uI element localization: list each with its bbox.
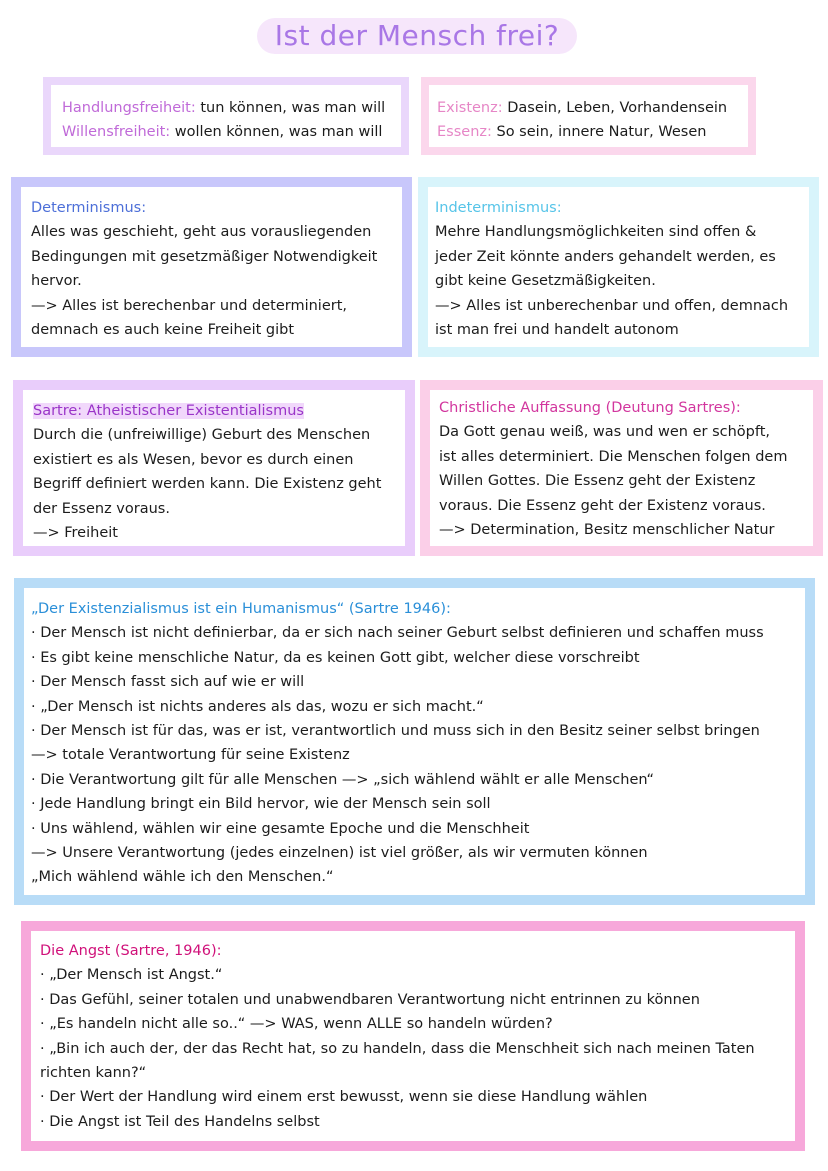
- indeterminismus-line: gibt keine Gesetzmäßigkeiten.: [435, 273, 656, 290]
- indeterminismus-heading: Indeterminismus:: [435, 200, 562, 216]
- existenz-definition: [437, 96, 748, 120]
- indeterminismus-box: [418, 177, 819, 357]
- christlich-heading: Christliche Auffassung (Deutung Sartres):: [439, 400, 741, 416]
- angst-box: [21, 921, 805, 1151]
- willensfreiheit-definition: [62, 120, 401, 144]
- determinismus-box: [11, 177, 412, 357]
- sartre-box: [13, 380, 415, 556]
- sartre-line: Begriff definiert werden kann. Die Existenz geht: [33, 476, 382, 493]
- humanismus-heading: „Der Existenzialismus ist ein Humanismus“ (Sartre 1946):: [31, 601, 451, 617]
- existenz-definitions-box: [421, 77, 756, 155]
- determinismus-line: —> Alles ist berechenbar und determiniert,: [31, 297, 347, 314]
- determinismus-line: demnach es auch keine Freiheit gibt: [31, 322, 295, 339]
- indeterminismus-line: ist man frei und handelt autonom: [435, 322, 679, 339]
- angst-line: · „Es handeln nicht alle so..“ —> WAS, wenn ALLE so handeln würden?: [40, 1016, 553, 1033]
- humanismus-line: —> totale Verantwortung für seine Existenz: [31, 747, 350, 764]
- essenz-term: Essenz:: [437, 124, 492, 141]
- determinismus-line: hervor.: [31, 273, 82, 290]
- angst-line: · Das Gefühl, seiner totalen und unabwendbaren Verantwortung nicht entrinnen zu können: [40, 991, 700, 1008]
- angst-line: · „Der Mensch ist Angst.“: [40, 967, 223, 984]
- sartre-line: —> Freiheit: [33, 525, 118, 542]
- angst-heading: Die Angst (Sartre, 1946):: [40, 943, 222, 959]
- sartre-heading: Sartre: Atheistischer Existentialismus: [33, 403, 304, 419]
- handlungsfreiheit-term: Handlungsfreiheit:: [62, 100, 196, 116]
- page-title: Ist der Mensch frei?: [257, 18, 577, 54]
- humanismus-box: [14, 578, 815, 905]
- christlich-line: voraus. Die Essenz geht der Existenz voraus.: [439, 497, 766, 514]
- christlich-line: Willen Gottes. Die Essenz geht der Existenz: [439, 473, 756, 490]
- angst-line: · „Bin ich auch der, der das Recht hat, so zu handeln, dass die Menschheit sich nach meinen Taten: [40, 1040, 755, 1057]
- humanismus-line: · Die Verantwortung gilt für alle Menschen —> „sich wählend wählt er alle Menschen“: [31, 771, 655, 788]
- humanismus-line: · „Der Mensch ist nichts anderes als das, wozu er sich macht.“: [31, 698, 484, 715]
- christlich-line: —> Determination, Besitz menschlicher Natur: [439, 522, 775, 539]
- existenz-term: Existenz:: [437, 100, 503, 116]
- humanismus-line: · Der Mensch ist nicht definierbar, da er sich nach seiner Geburt selbst definieren und schaffen muss: [31, 625, 764, 642]
- humanismus-line: „Mich wählend wähle ich den Menschen.“: [31, 869, 334, 886]
- angst-line: · Der Wert der Handlung wird einem erst bewusst, wenn sie diese Handlung wählen: [40, 1089, 648, 1106]
- sartre-line: Durch die (unfreiwillige) Geburt des Menschen: [33, 427, 371, 444]
- handlungsfreiheit-text: tun können, was man will: [195, 100, 386, 116]
- determinismus-heading: Determinismus:: [31, 200, 147, 216]
- christlich-line: Da Gott genau weiß, was und wen er schöpft,: [439, 424, 771, 441]
- sartre-line: der Essenz voraus.: [33, 500, 170, 517]
- willensfreiheit-text: wollen können, was man will: [170, 124, 383, 141]
- determinismus-line: Bedingungen mit gesetzmäßiger Notwendigkeit: [31, 248, 378, 265]
- indeterminismus-line: —> Alles ist unberechenbar und offen, demnach: [435, 297, 789, 314]
- determinismus-line: Alles was geschieht, geht aus vorausliegenden: [31, 224, 372, 241]
- humanismus-line: —> Unsere Verantwortung (jedes einzelnen) ist viel größer, als wir vermuten können: [31, 845, 648, 862]
- humanismus-line: · Der Mensch fasst sich auf wie er will: [31, 674, 305, 691]
- humanismus-line: · Der Mensch ist für das, was er ist, verantwortlich und muss sich in den Besitz seiner selbst bringen: [31, 723, 760, 740]
- essenz-definition: [437, 120, 748, 144]
- handlungsfreiheit-definition: [62, 96, 401, 120]
- indeterminismus-line: jeder Zeit könnte anders gehandelt werden, es: [435, 248, 776, 265]
- humanismus-line: · Es gibt keine menschliche Natur, da es keinen Gott gibt, welcher diese vorschreibt: [31, 649, 640, 666]
- existenz-text: Dasein, Leben, Vorhandensein: [502, 100, 728, 116]
- indeterminismus-line: Mehre Handlungsmöglichkeiten sind offen &: [435, 224, 757, 241]
- freiheit-definitions-box: [43, 77, 409, 155]
- sartre-line: existiert es als Wesen, bevor es durch einen: [33, 451, 354, 468]
- christlich-box: [420, 380, 823, 556]
- sartre-heading-row: [33, 399, 405, 423]
- willensfreiheit-term: Willensfreiheit:: [62, 124, 171, 141]
- angst-line: richten kann?“: [40, 1065, 147, 1082]
- christlich-line: ist alles determiniert. Die Menschen folgen dem: [439, 448, 788, 465]
- angst-line: · Die Angst ist Teil des Handelns selbst: [40, 1113, 320, 1130]
- humanismus-line: · Jede Handlung bringt ein Bild hervor, wie der Mensch sein soll: [31, 796, 491, 813]
- humanismus-line: · Uns wählend, wählen wir eine gesamte Epoche und die Menschheit: [31, 820, 530, 837]
- essenz-text: So sein, innere Natur, Wesen: [491, 124, 707, 141]
